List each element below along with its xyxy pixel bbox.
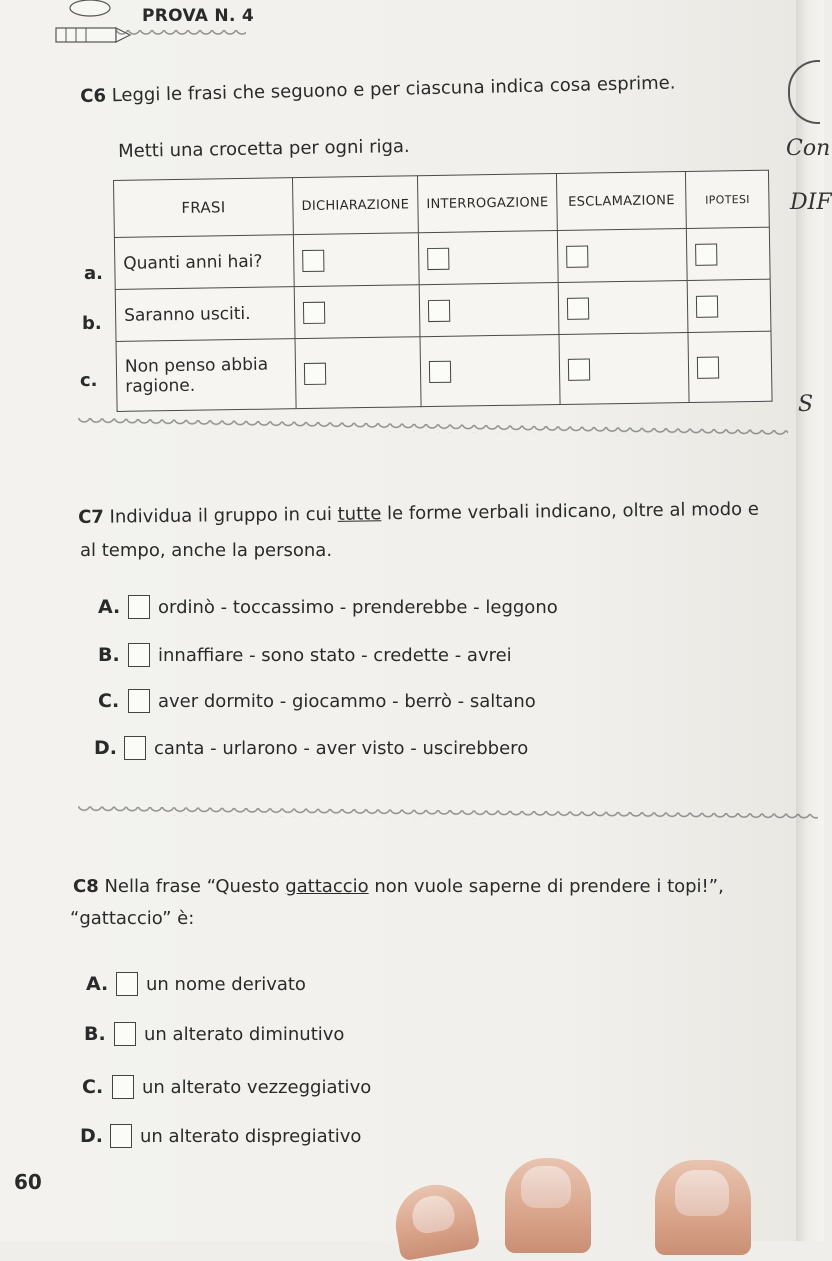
checkbox-cell[interactable]: [688, 331, 772, 402]
c7-title-part: Individua il gruppo in cui: [109, 503, 338, 528]
checkbox[interactable]: [114, 1022, 136, 1046]
fingernail-middle: [521, 1166, 571, 1208]
title-wavy-line: [116, 30, 246, 38]
checkbox[interactable]: [695, 243, 717, 265]
column-header-dichiarazione: DICHIARAZIONE: [292, 176, 418, 235]
pencil-logo-icon: [52, 0, 132, 48]
margin-note-dif: DIF: [790, 190, 832, 215]
option-text: ordinò - toccassimo - prenderebbe - leggono: [158, 596, 558, 618]
option-text: un alterato vezzeggiativo: [142, 1076, 372, 1098]
option-letter: D.: [94, 737, 117, 759]
c7-title-underlined: tutte: [337, 503, 382, 525]
c8-question: [73, 876, 813, 897]
margin-note-con: Con: [786, 136, 831, 161]
checkbox[interactable]: [697, 356, 719, 378]
c8-option-d[interactable]: [80, 1124, 361, 1148]
row-letter-c: c.: [80, 370, 98, 391]
checkbox[interactable]: [128, 689, 150, 713]
option-text: un nome derivato: [146, 973, 306, 995]
c8-title-part: Nella frase “Questo: [104, 876, 286, 897]
c7-option-d[interactable]: [94, 736, 528, 760]
option-letter: A.: [86, 973, 109, 995]
sentence-cell: Quanti anni hai?: [114, 235, 294, 290]
c7-option-b[interactable]: [98, 643, 512, 667]
c8-title-line2: “gattaccio” è:: [70, 908, 195, 929]
table-row: [116, 331, 772, 411]
c8-option-c[interactable]: [82, 1075, 371, 1099]
row-letter-a: a.: [84, 263, 103, 284]
checkbox-cell[interactable]: [686, 227, 770, 280]
checkbox-cell[interactable]: [295, 337, 421, 409]
page-edge: [796, 0, 824, 1241]
row-letter-b: b.: [82, 313, 102, 334]
sentence-cell: Saranno usciti.: [115, 287, 295, 342]
column-header-ipotesi: IPOTESI: [686, 170, 770, 228]
checkbox[interactable]: [116, 972, 138, 996]
checkbox-cell[interactable]: [294, 285, 420, 339]
table-header-row: [114, 170, 770, 237]
c8-number: C8: [73, 876, 99, 897]
checkbox-cell[interactable]: [687, 279, 771, 332]
checkbox[interactable]: [696, 295, 718, 317]
checkbox[interactable]: [566, 245, 588, 267]
checkbox-cell[interactable]: [558, 280, 688, 334]
checkbox-cell[interactable]: [418, 231, 558, 285]
checkbox-cell[interactable]: [420, 335, 560, 407]
c8-title-underlined: gattaccio: [285, 876, 369, 897]
checkbox-cell[interactable]: [557, 228, 687, 282]
c6-instruction: Metti una crocetta per ogni riga.: [118, 135, 410, 162]
fingernail-right: [675, 1170, 729, 1216]
c6-number: C6: [80, 85, 107, 107]
checkbox-cell[interactable]: [559, 332, 689, 404]
option-letter: B.: [98, 644, 120, 666]
checkbox[interactable]: [110, 1124, 132, 1148]
sentence-cell: Non penso abbia ragione.: [116, 339, 296, 412]
option-letter: C.: [82, 1076, 104, 1098]
checkbox[interactable]: [427, 247, 449, 269]
option-text: canta - urlarono - aver visto - uscirebbero: [154, 737, 529, 759]
option-text: un alterato dispregiativo: [140, 1125, 362, 1147]
c7-number: C7: [78, 506, 104, 528]
checkbox-cell[interactable]: [419, 283, 559, 337]
checkbox[interactable]: [303, 301, 325, 323]
checkbox[interactable]: [302, 249, 324, 271]
test-title: PROVA N. 4: [142, 6, 255, 26]
checkbox-cell[interactable]: [293, 233, 419, 287]
page-number: 60: [14, 1170, 42, 1194]
column-header-esclamazione: ESCLAMAZIONE: [557, 172, 687, 231]
c6-title: Leggi le frasi che seguono e per ciascuna indica cosa esprime.: [111, 72, 676, 107]
column-header-frasi: FRASI: [114, 178, 294, 238]
checkbox[interactable]: [304, 362, 326, 384]
checkbox[interactable]: [568, 358, 590, 380]
c6-table: [113, 170, 773, 412]
checkbox[interactable]: [567, 297, 589, 319]
option-letter: A.: [98, 596, 121, 618]
option-letter: C.: [98, 690, 120, 712]
option-text: un alterato diminutivo: [144, 1023, 345, 1045]
checkbox[interactable]: [428, 299, 450, 321]
checkbox[interactable]: [112, 1075, 134, 1099]
checkbox[interactable]: [429, 360, 451, 382]
option-text: innaffiare - sono stato - credette - avrei: [158, 644, 512, 666]
c8-title-part: non vuole saperne di prendere i topi!”,: [368, 876, 724, 897]
option-text: aver dormito - giocammo - berrò - saltano: [158, 690, 536, 712]
checkbox[interactable]: [128, 595, 150, 619]
c7-title-line2: al tempo, anche la persona.: [80, 540, 333, 561]
c7-title-part: le forme verbali indicano, oltre al modo e: [381, 498, 760, 525]
c7-option-a[interactable]: [98, 595, 558, 619]
c8-option-b[interactable]: [84, 1022, 344, 1046]
column-header-interrogazione: INTERROGAZIONE: [417, 174, 557, 233]
checkbox[interactable]: [124, 736, 146, 760]
margin-note-s: S: [798, 392, 814, 417]
option-letter: B.: [84, 1023, 106, 1045]
checkbox[interactable]: [128, 643, 150, 667]
c8-option-a[interactable]: [86, 972, 306, 996]
c7-option-c[interactable]: [98, 689, 536, 713]
option-letter: D.: [80, 1125, 103, 1147]
